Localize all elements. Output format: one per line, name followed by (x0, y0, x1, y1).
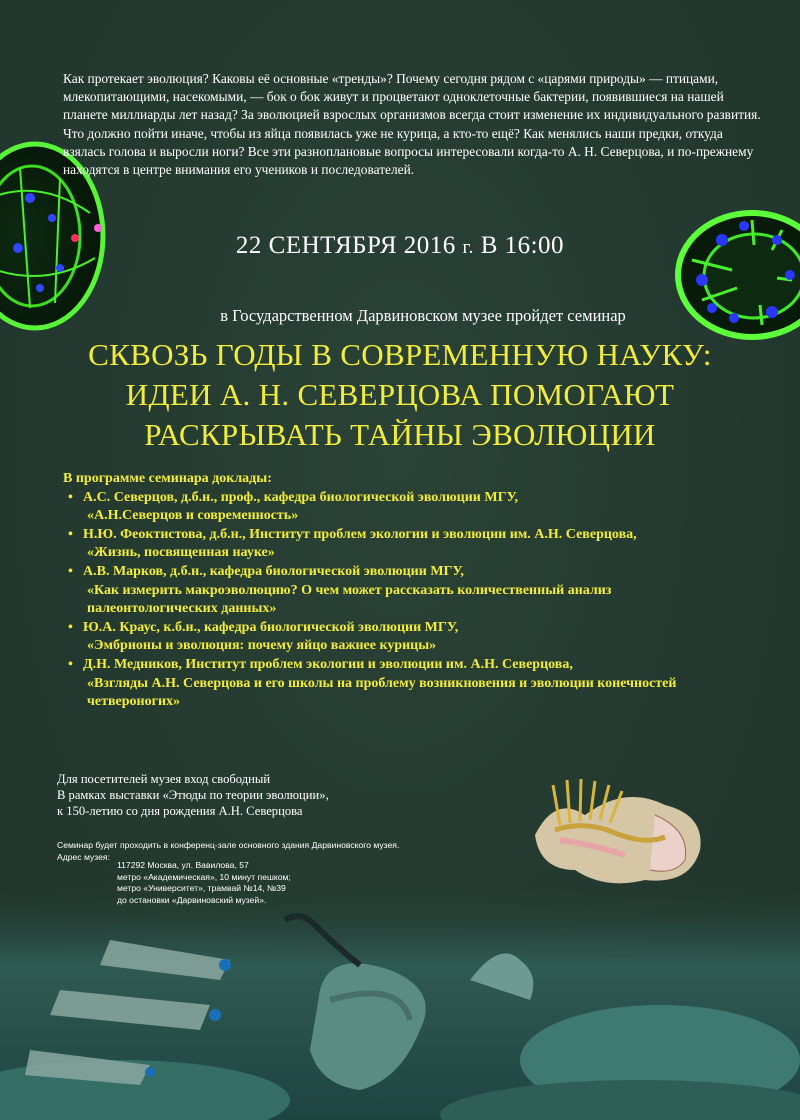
seminar-title-line: РАСКРЫВАТЬ ТАЙНЫ ЭВОЛЮЦИИ (144, 417, 656, 452)
address-line: метро «Академическая», 10 минут пешком; (117, 871, 291, 882)
program-list (63, 489, 783, 712)
program-item (63, 656, 783, 712)
program-talk-title: «Как измерить макроэволюцию? О чем может рассказать количественный анализ палеонтологических данных» (87, 582, 612, 617)
anniversary-note: к 150-летию со дня рождения А.Н. Северцова (57, 804, 303, 819)
seminar-title-line: ИДЕИ А. Н. СЕВЕРЦОВА ПОМОГАЮТ (125, 377, 675, 412)
seminar-title (0, 335, 800, 455)
program-item (63, 526, 783, 563)
program-item (63, 563, 783, 619)
program-talk-title: «Эмбрионы и эволюция: почему яйцо важнее курицы» (87, 638, 437, 654)
program-item (63, 489, 783, 526)
address-block (117, 860, 291, 906)
program-speaker: Д.Н. Медников, Институт проблем экологии и эволюции им. А.Н. Северцова, (83, 656, 573, 672)
address-line: до остановки «Дарвиновский музей». (117, 894, 267, 905)
visitor-info (57, 771, 329, 820)
program-talk-title: «Взгляды А.Н. Северцова и его школы на проблему возникновения и эволюции конечностей четвероногих» (87, 675, 677, 710)
anatomical-drawing-image (515, 775, 715, 895)
address-line: метро «Университет», трамвай №14, №39 (117, 883, 286, 894)
embryo-cell-right-image (672, 200, 800, 350)
program-talk-title: «Жизнь, посвященная науке» (87, 545, 275, 561)
seminar-title-line: СКВОЗЬ ГОДЫ В СОВРЕМЕННУЮ НАУКУ: (88, 337, 712, 372)
free-entry-note: Для посетителей музея вход свободный (57, 772, 271, 786)
hall-note-text: Семинар будет проходить в конференц-зале основного здания Дарвиновского музея. (57, 840, 400, 850)
event-date-year-suffix: г. (462, 237, 474, 258)
program-speaker: А.В. Марков, д.б.н., кафедра биологической эволюции МГУ, (83, 563, 464, 579)
program-speaker: Н.Ю. Феоктистова, д.б.н., Институт проблем экологии и эволюции им. А.Н. Северцова, (83, 526, 637, 542)
exhibition-note: В рамках выставки «Этюды по теории эволюции», (57, 788, 329, 803)
event-date (0, 232, 800, 260)
program-item (63, 619, 783, 656)
program-talk-title: «А.Н.Северцов и современность» (87, 508, 299, 524)
program-speaker: Ю.А. Краус, к.б.н., кафедра биологической эволюции МГУ, (83, 619, 459, 635)
event-venue: в Государственном Дарвиновском музее пройдет семинар (220, 306, 626, 325)
program-speaker: А.С. Северцов, д.б.н., проф., кафедра биологической эволюции МГУ, (83, 489, 518, 505)
address-label: Адрес музея: (57, 851, 110, 862)
program-heading: В программе семинара доклады: (63, 471, 272, 486)
underwater-scene-image (0, 880, 800, 1120)
address-line: 117292 Москва, ул. Вавилова, 57 (117, 860, 249, 870)
event-date-time: В 16:00 (480, 232, 565, 259)
program-section (63, 470, 783, 712)
intro-paragraph: Как протекает эволюция? Каковы её основные «тренды»? Почему сегодня рядом с «царями природы» — птицами, млекопитающими, насекомыми, — бок о бок живут и процветают одноклеточные бактерии, появившиеся на нашей планете миллиарды лет назад? За эволюцией взрослых организмов всегда стоит изменение их индивидуального развития. Что должно пойти иначе, чтобы из яйца появилась уже не курица, а кто-то ещё? Как менялись наши предки, откуда взялась голова и выросли ноги? Все эти разноплановые вопросы интересовали когда-то А. Н. Северцова, и по-прежнему находятся в центре внимания его учеников и последователей. (63, 71, 761, 178)
event-date-day: 22 СЕНТЯБРЯ 2016 (235, 232, 456, 259)
